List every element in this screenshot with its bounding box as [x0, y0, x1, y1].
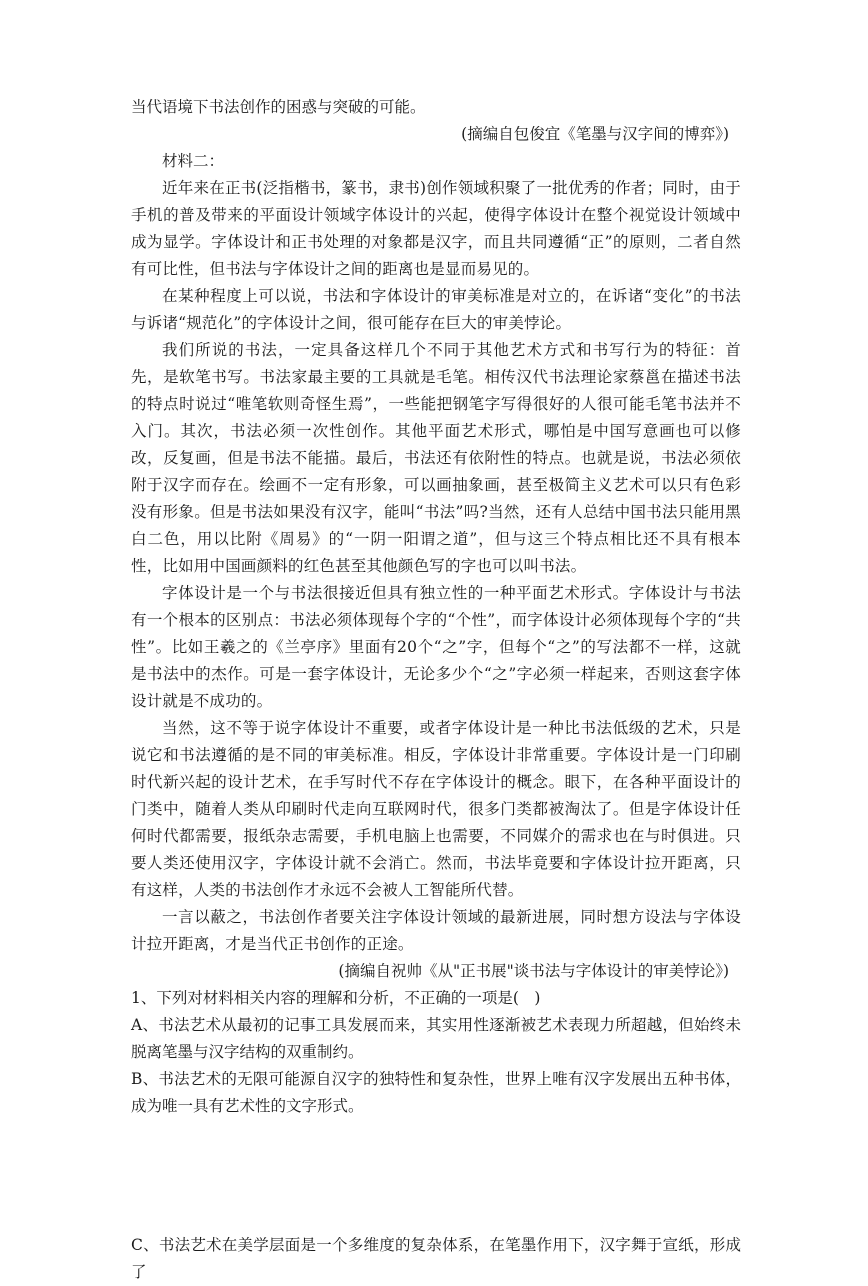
blank-space	[131, 1120, 741, 1232]
option-a: A、书法艺术从最初的记事工具发展而来，其实用性逐渐被艺术表现力所超越，但始终未脱离笔墨与汉字结构的双重制约。	[131, 1016, 741, 1061]
source-citation-1: (摘编自包俊宜《笔墨与汉字间的博弈》)	[461, 125, 729, 143]
paragraph-1: 近年来在正书(泛指楷书，篆书，隶书)创作领域积聚了一批优秀的作者；同时，由于手机的普及带来的平面设计领域字体设计的兴起，使得字体设计在整个视觉设计领域中成为显学。字体设计和正书处理的对象都是汉字，而且共同遵循“正”的原则，二者自然有可比性，但书法与字体设计之间的距离也是显而易见的。	[131, 179, 741, 278]
paragraph-6: 一言以蔽之，书法创作者要关注字体设计领域的最新进展，同时想方设法与字体设计拉开距离，才是当代正书创作的正途。	[131, 908, 741, 953]
document-page	[131, 94, 741, 1286]
paragraph-2: 在某种程度上可以说，书法和字体设计的审美标准是对立的，在诉诸“变化”的书法与诉诸“规范化”的字体设计之间，很可能存在巨大的审美悖论。	[131, 287, 741, 332]
paragraph-3: 我们所说的书法，一定具备这样几个不同于其他艺术方式和书写行为的特征：首先，是软笔书写。书法家最主要的工具就是毛笔。相传汉代书法理论家蔡邕在描述书法的特点时说过“唯笔软则奇怪生焉”，一些能把钢笔字写得很好的人很可能毛笔书法并不入门。其次，书法必须一次性创作。其他平面艺术形式，哪怕是中国写意画也可以修改，反复画，但是书法不能描。最后，书法还有依附性的特点。也就是说，书法必须依附于汉字而存在。绘画不一定有形象，可以画抽象画，甚至极简主义艺术可以只有色彩没有形象。但是书法如果没有汉字，能叫“书法”吗?当然，还有人总结中国书法只能用黑白二色，用以比附《周易》的“一阴一阳谓之道”，但与这三个特点相比还不具有根本性，比如用中国画颜料的红色甚至其他颜色写的字也可以叫书法。	[131, 341, 741, 575]
question-1: 1、下列对材料相关内容的理解和分析，不正确的一项是( )	[131, 989, 541, 1007]
source-citation-2: (摘编自祝帅《从"正书展"谈书法与字体设计的审美悖论》)	[338, 962, 729, 980]
material-2-heading: 材料二：	[162, 152, 225, 170]
option-b: B、书法艺术的无限可能源自汉字的独特性和复杂性，世界上唯有汉字发展出五种书体，成为唯一具有艺术性的文字形式。	[131, 1070, 741, 1115]
paragraph-5: 当然，这不等于说字体设计不重要，或者字体设计是一种比书法低级的艺术，只是说它和书法遵循的是不同的审美标准。相反，字体设计非常重要。字体设计是一门印刷时代新兴起的设计艺术，在手写时代不存在字体设计的概念。眼下，在各种平面设计的门类中，随着人类从印刷时代走向互联网时代，很多门类都被淘汰了。但是字体设计任何时代都需要，报纸杂志需要，手机电脑上也需要，不同媒介的需求也在与时俱进。只要人类还使用汉字，字体设计就不会消亡。然而，书法毕竟要和字体设计拉开距离，只有这样，人类的书法创作才永远不会被人工智能所代替。	[131, 719, 741, 899]
paragraph-4: 字体设计是一个与书法很接近但具有独立性的一种平面艺术形式。字体设计与书法有一个根本的区别点：书法必须体现每个字的“个性”，而字体设计必须体现每个字的“共性”。比如王羲之的《兰亭序》里面有20个“之”字，但每个“之”的写法都不一样，这就是书法中的杰作。可是一套字体设计，无论多少个“之”字必须一样起来，否则这套字体设计就是不成功的。	[131, 584, 741, 710]
intro-line: 当代语境下书法创作的困惑与突破的可能。	[131, 98, 426, 116]
option-c: C、书法艺术在美学层面是一个多维度的复杂体系，在笔墨作用下，汉字舞于宣纸，形成了	[131, 1236, 741, 1281]
